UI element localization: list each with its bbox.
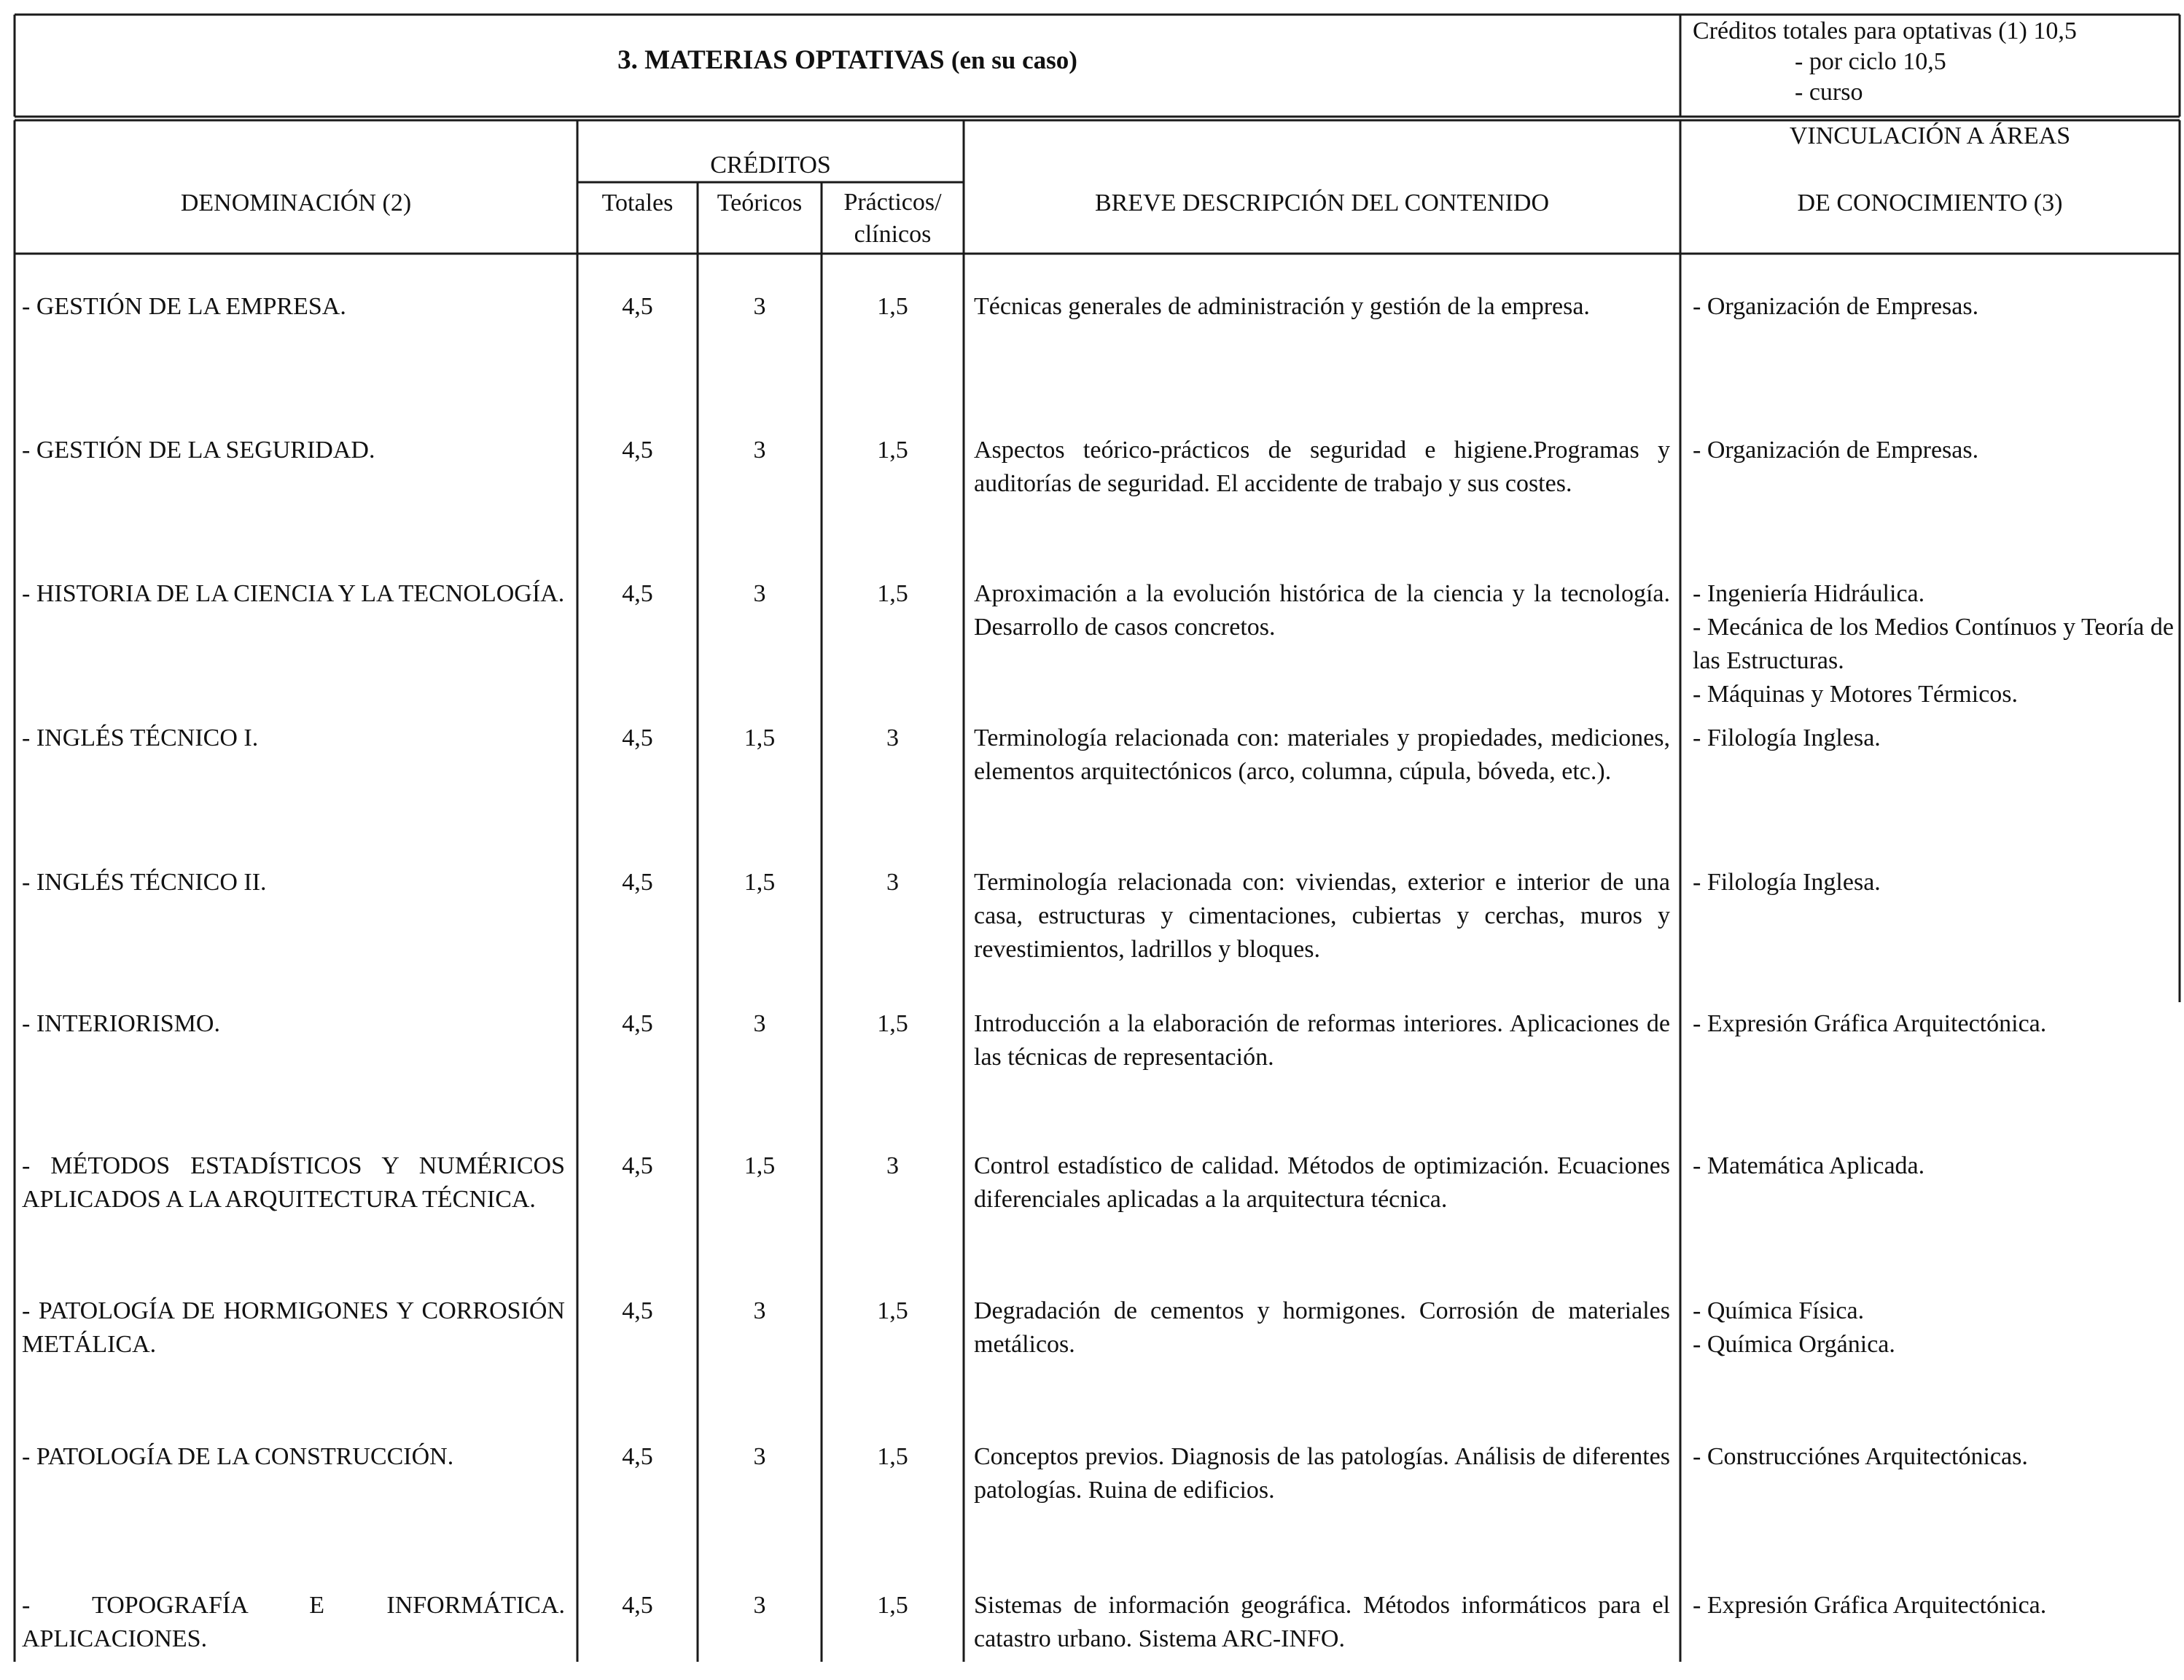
credits-totales: 4,5 <box>622 1010 653 1037</box>
subject-name: - MÉTODOS ESTADÍSTICOS Y NUMÉRICOS APLICADOS A LA ARQUITECTURA TÉCNICA. <box>22 1152 565 1213</box>
knowledge-area-item: - Matemática Aplicada. <box>1693 1152 1925 1179</box>
credits-practicos: 3 <box>886 869 899 896</box>
column-header-descripcion: BREVE DESCRIPCIÓN DEL CONTENIDO <box>1094 190 1549 216</box>
credits-teoricos: 3 <box>753 580 766 607</box>
credits-practicos: 1,5 <box>877 293 908 320</box>
knowledge-area-item: - Mecánica de los Medios Contínuos y Teoría de las Estructuras. <box>1693 614 2174 674</box>
subject-name: - HISTORIA DE LA CIENCIA Y LA TECNOLOGÍA. <box>22 580 565 607</box>
credits-teoricos: 3 <box>753 1443 766 1470</box>
knowledge-areas <box>1693 722 2174 755</box>
column-header-vinculacion-line2: DE CONOCIMIENTO (3) <box>1797 190 2063 216</box>
credits-teoricos: 3 <box>753 293 766 320</box>
credits-practicos: 1,5 <box>877 1010 908 1037</box>
credits-totales: 4,5 <box>622 1592 653 1619</box>
credits-totales: 4,5 <box>622 1152 653 1179</box>
knowledge-area-item: - Expresión Gráfica Arquitectónica. <box>1693 1592 2047 1619</box>
knowledge-area-item: - Filología Inglesa. <box>1693 724 1881 751</box>
knowledge-area-item: - Expresión Gráfica Arquitectónica. <box>1693 1010 2047 1037</box>
subject-description: Introducción a la elaboración de reformas interiores. Aplicaciones de las técnicas de representación. <box>974 1010 1670 1071</box>
credits-totales: 4,5 <box>622 1297 653 1324</box>
subject-description: Conceptos previos. Diagnosis de las patologías. Análisis de diferentes patologías. Ruina de edificios. <box>974 1443 1670 1504</box>
knowledge-areas <box>1693 434 2174 467</box>
credits-teoricos: 1,5 <box>744 1152 776 1179</box>
knowledge-areas <box>1693 577 2174 711</box>
credits-totales: 4,5 <box>622 1443 653 1470</box>
subject-description: Terminología relacionada con: viviendas, exterior e interior de una casa, estructuras y cimentaciones, cubiertas y cerchas, muros y revestimientos, ladrillos y bloques. <box>974 869 1670 963</box>
knowledge-area-item: - Máquinas y Motores Térmicos. <box>1693 681 2019 708</box>
knowledge-area-item: - Organización de Empresas. <box>1693 437 1979 464</box>
subject-name: - TOPOGRAFÍA E INFORMÁTICA. APLICACIONES. <box>22 1592 565 1652</box>
subject-description: Aproximación a la evolución histórica de la ciencia y la tecnología. Desarrollo de casos concretos. <box>974 580 1670 641</box>
knowledge-area-item: - Química Física. <box>1693 1297 1865 1324</box>
column-header-vinculacion-line1: VINCULACIÓN A ÁREAS <box>1789 122 2071 149</box>
knowledge-area-item: - Construcciónes Arquitectónicas. <box>1693 1443 2028 1470</box>
subject-name: - INGLÉS TÉCNICO I. <box>22 724 259 751</box>
credits-practicos: 3 <box>886 724 899 751</box>
knowledge-area-item: - Ingeniería Hidráulica. <box>1693 580 1925 607</box>
subject-description: Aspectos teórico-prácticos de seguridad e higiene.Programas y auditorías de seguridad. El accidente de trabajo y sus costes. <box>974 437 1670 497</box>
credits-summary-box <box>1693 16 2177 108</box>
credits-total-line: Créditos totales para optativas (1) 10,5 <box>1693 17 2077 44</box>
knowledge-areas <box>1693 290 2174 324</box>
section-title-suffix: (en su caso) <box>951 46 1077 74</box>
section-title: 3. MATERIAS OPTATIVAS <box>617 45 945 75</box>
subject-name: - INTERIORISMO. <box>22 1010 220 1037</box>
knowledge-area-item: - Filología Inglesa. <box>1693 869 1881 896</box>
credits-per-cycle-line: - por ciclo 10,5 <box>1795 48 1946 75</box>
subject-name: - GESTIÓN DE LA SEGURIDAD. <box>22 437 375 464</box>
knowledge-areas <box>1693 1589 2174 1622</box>
credits-teoricos: 3 <box>753 1297 766 1324</box>
column-header-practicos-line1: Prácticos/ <box>843 189 942 216</box>
subject-description: Técnicas generales de administración y gestión de la empresa. <box>974 293 1590 320</box>
knowledge-areas <box>1693 866 2174 899</box>
credits-practicos: 1,5 <box>877 437 908 464</box>
credits-teoricos: 3 <box>753 437 766 464</box>
knowledge-areas <box>1693 1294 2174 1361</box>
page-title <box>15 44 1680 87</box>
subject-name: - GESTIÓN DE LA EMPRESA. <box>22 293 346 320</box>
subject-description: Control estadístico de calidad. Métodos de optimización. Ecuaciones diferenciales aplicadas a la arquitectura técnica. <box>974 1152 1670 1213</box>
credits-practicos: 1,5 <box>877 1297 908 1324</box>
subject-name: - PATOLOGÍA DE HORMIGONES Y CORROSIÓN METÁLICA. <box>22 1297 565 1358</box>
credits-totales: 4,5 <box>622 869 653 896</box>
column-header-denominacion: DENOMINACIÓN (2) <box>180 190 412 216</box>
column-header-totales: Totales <box>601 190 674 216</box>
credits-totales: 4,5 <box>622 724 653 751</box>
subject-description: Terminología relacionada con: materiales y propiedades, mediciones, elementos arquitectónicos (arco, columna, cúpula, bóveda, etc.). <box>974 724 1670 785</box>
knowledge-areas <box>1693 1149 2174 1183</box>
credits-totales: 4,5 <box>622 293 653 320</box>
knowledge-area-item: - Química Orgánica. <box>1693 1331 1895 1358</box>
credits-practicos: 1,5 <box>877 1592 908 1619</box>
credits-totales: 4,5 <box>622 437 653 464</box>
credits-teoricos: 1,5 <box>744 869 776 896</box>
credits-totales: 4,5 <box>622 580 653 607</box>
subject-name: - PATOLOGÍA DE LA CONSTRUCCIÓN. <box>22 1443 454 1470</box>
credits-teoricos: 3 <box>753 1010 766 1037</box>
credits-practicos: 3 <box>886 1152 899 1179</box>
column-header-practicos-line2: clínicos <box>854 221 932 248</box>
subject-description: Degradación de cementos y hormigones. Corrosión de materiales metálicos. <box>974 1297 1670 1358</box>
column-header-creditos: CRÉDITOS <box>710 152 831 179</box>
knowledge-areas <box>1693 1007 2174 1041</box>
credits-per-course-line: - curso <box>1795 79 1863 106</box>
knowledge-areas <box>1693 1440 2174 1474</box>
credits-teoricos: 1,5 <box>744 724 776 751</box>
column-header-practicos <box>822 187 964 251</box>
credits-practicos: 1,5 <box>877 580 908 607</box>
subject-name: - INGLÉS TÉCNICO II. <box>22 869 267 896</box>
knowledge-area-item: - Organización de Empresas. <box>1693 293 1979 320</box>
credits-practicos: 1,5 <box>877 1443 908 1470</box>
credits-teoricos: 3 <box>753 1592 766 1619</box>
subject-description: Sistemas de información geográfica. Métodos informáticos para el catastro urbano. Sistema ARC-INFO. <box>974 1592 1670 1652</box>
column-header-teoricos: Teóricos <box>717 190 803 216</box>
